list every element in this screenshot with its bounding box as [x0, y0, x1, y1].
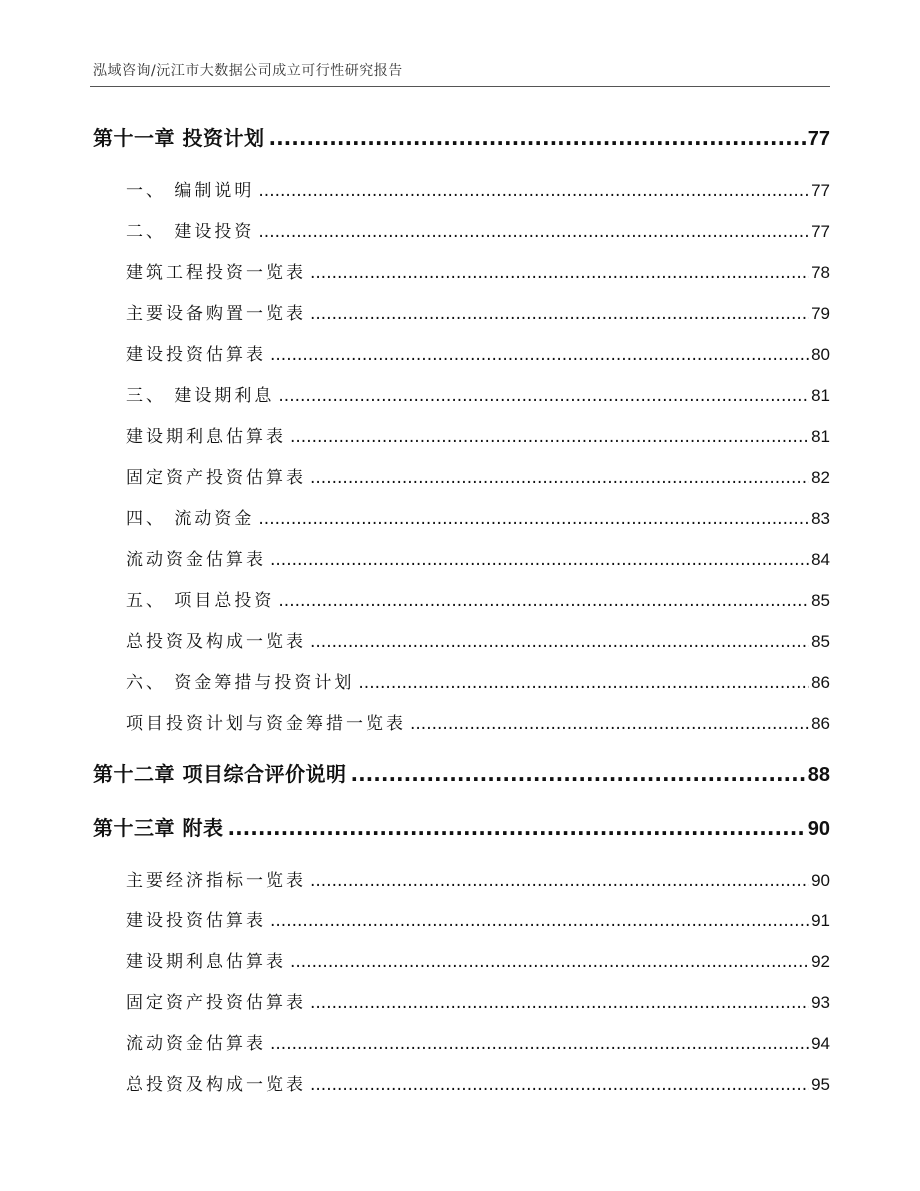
toc-dot-leader [278, 386, 809, 406]
toc-section-entry[interactable] [126, 258, 830, 283]
toc-entry-title: 主要设备购置一览表 [126, 304, 306, 324]
toc-page-number: 94 [811, 1034, 830, 1053]
toc-page-number: 88 [807, 764, 830, 786]
toc-entry-title: 项目投资计划与资金筹措一览表 [126, 714, 406, 734]
toc-page-number: 85 [811, 632, 830, 651]
toc-page-number: 95 [811, 1075, 830, 1094]
toc-section-entry[interactable] [126, 906, 830, 931]
toc-page-number: 91 [811, 911, 830, 930]
toc-page-number: 79 [811, 304, 830, 323]
toc-section-entry[interactable] [126, 381, 830, 406]
toc-entry-title: 建设期利息估算表 [126, 427, 286, 447]
toc-entry-title: 第十三章 附表 [93, 816, 224, 840]
toc-dot-leader [258, 509, 809, 529]
toc-section-entry[interactable] [126, 668, 830, 693]
toc-entry-title: 建筑工程投资一览表 [126, 263, 306, 283]
toc-section-entry[interactable] [126, 988, 830, 1013]
toc-dot-leader [270, 550, 809, 570]
toc-entry-title: 固定资产投资估算表 [126, 993, 306, 1013]
toc-page-number: 82 [811, 468, 830, 487]
toc-section-entry[interactable] [126, 947, 830, 972]
toc-dot-leader [310, 993, 809, 1013]
toc-page-number: 86 [811, 714, 830, 733]
toc-page-number: 77 [807, 128, 830, 150]
toc-section-entry[interactable] [126, 217, 830, 242]
toc-dot-leader [358, 673, 809, 693]
toc-section-entry[interactable] [126, 422, 830, 447]
toc-page-number: 84 [811, 550, 830, 569]
running-header: 泓域咨询/沅江市大数据公司成立可行性研究报告 [93, 63, 403, 79]
toc-entry-title: 总投资及构成一览表 [126, 1075, 306, 1095]
toc-page-number: 83 [811, 509, 830, 528]
toc-section-entry[interactable] [126, 627, 830, 652]
toc-page-number: 77 [811, 181, 830, 200]
toc-section-entry[interactable] [126, 586, 830, 611]
toc-dot-leader [258, 222, 809, 242]
toc-section-entry[interactable] [126, 1029, 830, 1054]
toc-page-number: 80 [811, 345, 830, 364]
toc-dot-leader [270, 911, 809, 931]
toc-section-entry[interactable] [126, 709, 830, 734]
toc-page-number: 93 [811, 993, 830, 1012]
toc-entry-title: 建设投资估算表 [126, 911, 266, 931]
toc-dot-leader [270, 345, 809, 365]
toc-page-number: 85 [811, 591, 830, 610]
toc-section-entry[interactable] [126, 545, 830, 570]
toc-entry-title: 三、 建设期利息 [126, 386, 275, 406]
toc-entry-title: 六、 资金筹措与投资计划 [126, 673, 355, 693]
toc-dot-leader [258, 181, 809, 201]
toc-entry-title: 四、 流动资金 [126, 509, 255, 529]
toc-chapter-entry[interactable] [93, 122, 830, 151]
toc-dot-leader [410, 714, 809, 734]
toc-entry-title: 第十一章 投资计划 [93, 126, 265, 150]
toc-dot-leader [227, 816, 805, 840]
toc-chapter-entry[interactable] [93, 758, 830, 787]
toc-entry-title: 五、 项目总投资 [126, 591, 275, 611]
toc-dot-leader [350, 762, 805, 786]
toc-section-entry[interactable] [126, 463, 830, 488]
toc-dot-leader [270, 1034, 809, 1054]
toc-dot-leader [310, 871, 809, 891]
toc-entry-title: 二、 建设投资 [126, 222, 255, 242]
toc-entry-title: 流动资金估算表 [126, 1034, 266, 1054]
toc-dot-leader [310, 1075, 809, 1095]
toc-entry-title: 固定资产投资估算表 [126, 468, 306, 488]
toc-dot-leader [290, 427, 809, 447]
toc-page-number: 81 [811, 427, 830, 446]
toc-section-entry[interactable] [126, 176, 830, 201]
toc-entry-title: 流动资金估算表 [126, 550, 266, 570]
toc-page-number: 90 [807, 818, 830, 840]
toc-page-number: 90 [811, 871, 830, 890]
toc-page-number: 92 [811, 952, 830, 971]
toc-entry-title: 主要经济指标一览表 [126, 871, 306, 891]
toc-section-entry[interactable] [126, 1070, 830, 1095]
toc-page-number: 77 [811, 222, 830, 241]
toc-section-entry[interactable] [126, 340, 830, 365]
toc-entry-title: 一、 编制说明 [126, 181, 255, 201]
toc-dot-leader [310, 468, 809, 488]
toc-dot-leader [310, 263, 809, 283]
toc-dot-leader [278, 591, 809, 611]
toc-dot-leader [310, 304, 809, 324]
toc-entry-title: 建设投资估算表 [126, 345, 266, 365]
toc-dot-leader [310, 632, 809, 652]
toc-section-entry[interactable] [126, 866, 830, 891]
toc-entry-title: 总投资及构成一览表 [126, 632, 306, 652]
toc-section-entry[interactable] [126, 504, 830, 529]
toc-page-number: 78 [811, 263, 830, 282]
toc-section-entry[interactable] [126, 299, 830, 324]
toc-page-number: 86 [811, 673, 830, 692]
toc-entry-title: 建设期利息估算表 [126, 952, 286, 972]
toc-entry-title: 第十二章 项目综合评价说明 [93, 762, 347, 786]
toc-dot-leader [290, 952, 809, 972]
toc-page-number: 81 [811, 386, 830, 405]
toc-chapter-entry[interactable] [93, 812, 830, 841]
toc-dot-leader [268, 126, 805, 150]
